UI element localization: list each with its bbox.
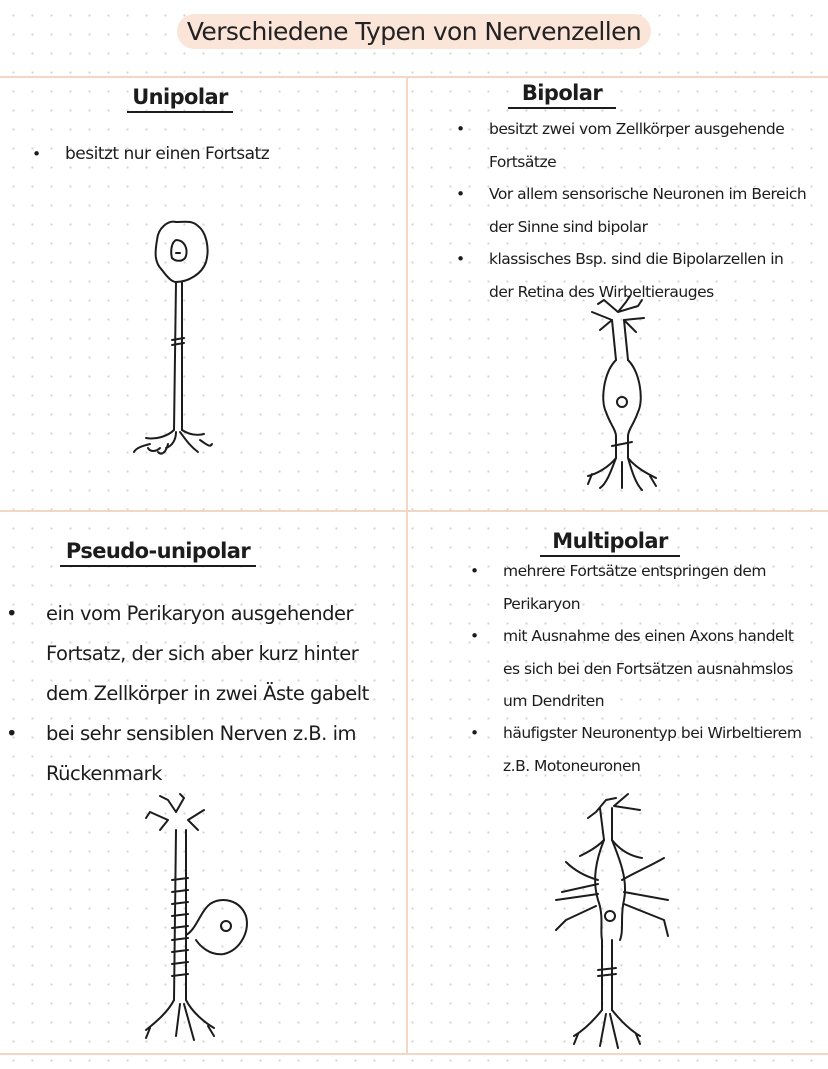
- list-item: • besitzt nur einen Fortsatz: [65, 138, 385, 171]
- list-item: • mehrere Fortsätze entspringen dem Perikaryon: [503, 555, 813, 620]
- page-title: Verschiedene Typen von Nervenzellen: [177, 14, 651, 49]
- heading-pseudo-unipolar: Pseudo-unipolar: [60, 538, 256, 567]
- list-item: • klassisches Bsp. sind die Bipolarzellen in der Retina des Wirbeltierauges: [489, 243, 809, 308]
- list-item: • besitzt zwei vom Zellkörper ausgehende Fortsätze: [489, 113, 809, 178]
- heading-bipolar: Bipolar: [508, 80, 616, 109]
- list-item: • mit Ausnahme des einen Axons handelt es sich bei den Fortsätzen ausnahmslos um Dendriten: [503, 620, 813, 717]
- heading-unipolar: Unipolar: [127, 84, 233, 113]
- list-item: • bei sehr sensiblen Nerven z.B. im Rückenmark: [46, 714, 396, 794]
- list-item: • ein vom Perikaryon ausgehender Fortsatz, der sich aber kurz hinter dem Zellkörper in zwei Äste gabelt: [46, 594, 396, 714]
- list-item: • häufigster Neuronentyp bei Wirbeltierem z.B. Motoneuronen: [503, 717, 813, 782]
- list-item: • Vor allem sensorische Neuronen im Bereich der Sinne sind bipolar: [489, 178, 809, 243]
- heading-multipolar: Multipolar: [540, 528, 680, 557]
